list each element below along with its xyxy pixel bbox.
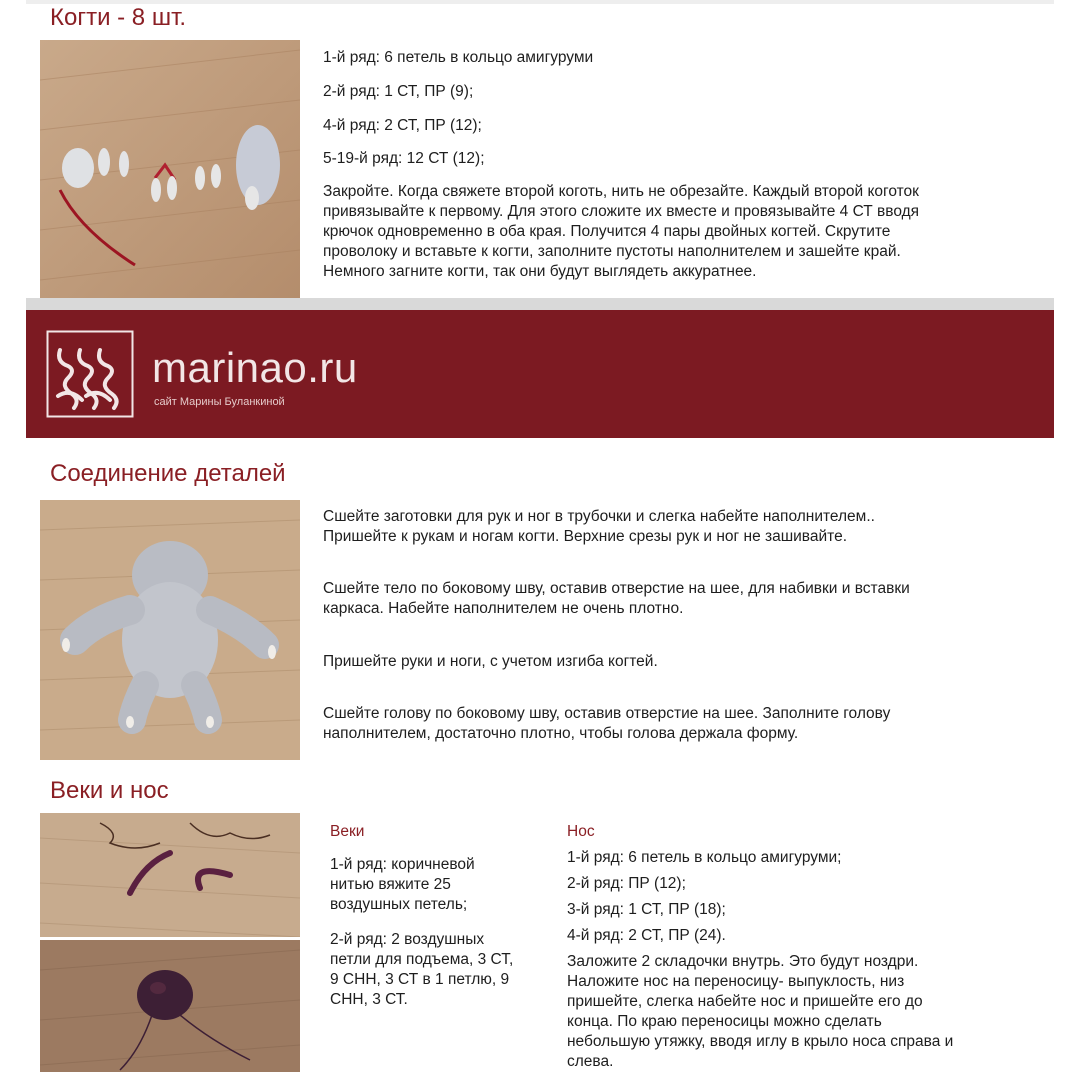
claws-instruction-line: проволоку и вставьте к когти, заполните пустоты наполнителем и зашейте край. [323,243,901,260]
eyelids-heading: Веки [330,823,365,840]
assembly-line: Пришейте руки и ноги, с учетом изгиба когтей. [323,653,658,670]
claws-row: 5-19-й ряд: 12 СТ (12); [323,150,485,167]
nose-instruction-line: пришейте, слегка набейте нос и пришейте его до [567,993,923,1010]
claws-photo [40,40,300,298]
eyelids-line: воздушных петель; [330,896,468,913]
claws-instruction-line: Немного загните когти, так они будут выглядеть аккуратнее. [323,263,757,280]
eyelids-line: петли для подъема, 3 СТ, [330,951,514,968]
banner-divider [26,298,1054,310]
eyelids-line: 1-й ряд: коричневой [330,856,475,873]
nose-row: 4-й ряд: 2 СТ, ПР (24). [567,927,726,944]
eyelids-photo [40,813,300,937]
eyelids-line: СНН, 3 СТ. [330,991,408,1008]
eyelids-nose-title: Веки и нос [50,777,169,804]
site-name: marinao.ru [152,344,358,391]
assembly-line: наполнителем, достаточно плотно, чтобы голова держала форму. [323,725,799,742]
nose-instruction-line: конца. По краю переносицы можно сделать [567,1013,882,1030]
nose-heading: Нос [567,823,595,840]
nose-row: 2-й ряд: ПР (12); [567,875,686,892]
claws-instruction-line: привязывайте к первому. Для этого сложите их вместе и провязывайте 4 СТ вводя [323,203,920,220]
claws-row: 1-й ряд: 6 петель в кольцо амигуруми [323,49,594,66]
nose-instruction-line: слева. [567,1053,614,1070]
assembly-line: Пришейте к рукам и ногам когти. Верхние срезы рук и ног не зашивайте. [323,528,848,545]
site-logo [46,330,134,418]
assembly-title: Соединение деталей [50,460,286,487]
claws-row: 2-й ряд: 1 СТ, ПР (9); [323,83,474,100]
claws-title: Когти - 8 шт. [50,4,187,31]
assembly-photo [40,500,300,760]
assembly-line: каркаса. Набейте наполнителем не очень плотно. [323,600,684,617]
eyelids-line: 9 СНН, 3 СТ в 1 петлю, 9 [330,971,510,988]
nose-instruction-line: небольшую утяжку, вводя иглу в крыло носа справа и [567,1033,954,1050]
nose-row: 3-й ряд: 1 СТ, ПР (18); [567,901,726,918]
claws-instruction-line: крючок одновременно в оба края. Получится 4 пары двойных когтей. Скрутите [323,223,891,240]
nose-photo [40,940,300,1072]
assembly-line: Сшейте голову по боковому шву, оставив отверстие на шее. Заполните голову [323,705,891,722]
assembly-line: Сшейте заготовки для рук и ног в трубочки и слегка набейте наполнителем.. [323,508,875,525]
eyelids-line: нитью вяжите 25 [330,876,451,893]
nose-instruction-line: Наложите нос на переносицу- выпуклость, низ [567,973,905,990]
site-banner [26,310,1054,438]
nose-row: 1-й ряд: 6 петель в кольцо амигуруми; [567,849,842,866]
nose-instruction-line: Заложите 2 складочки внутрь. Это будут ноздри. [567,953,919,970]
claws-instruction-line: Закройте. Когда свяжете второй коготь, нить не обрезайте. Каждый второй коготок [323,183,919,200]
claws-row: 4-й ряд: 2 СТ, ПР (12); [323,117,482,134]
assembly-line: Сшейте тело по боковому шву, оставив отверстие на шее, для набивки и вставки [323,580,910,597]
site-tagline: сайт Марины Буланкиной [154,396,285,408]
eyelids-line: 2-й ряд: 2 воздушных [330,931,485,948]
